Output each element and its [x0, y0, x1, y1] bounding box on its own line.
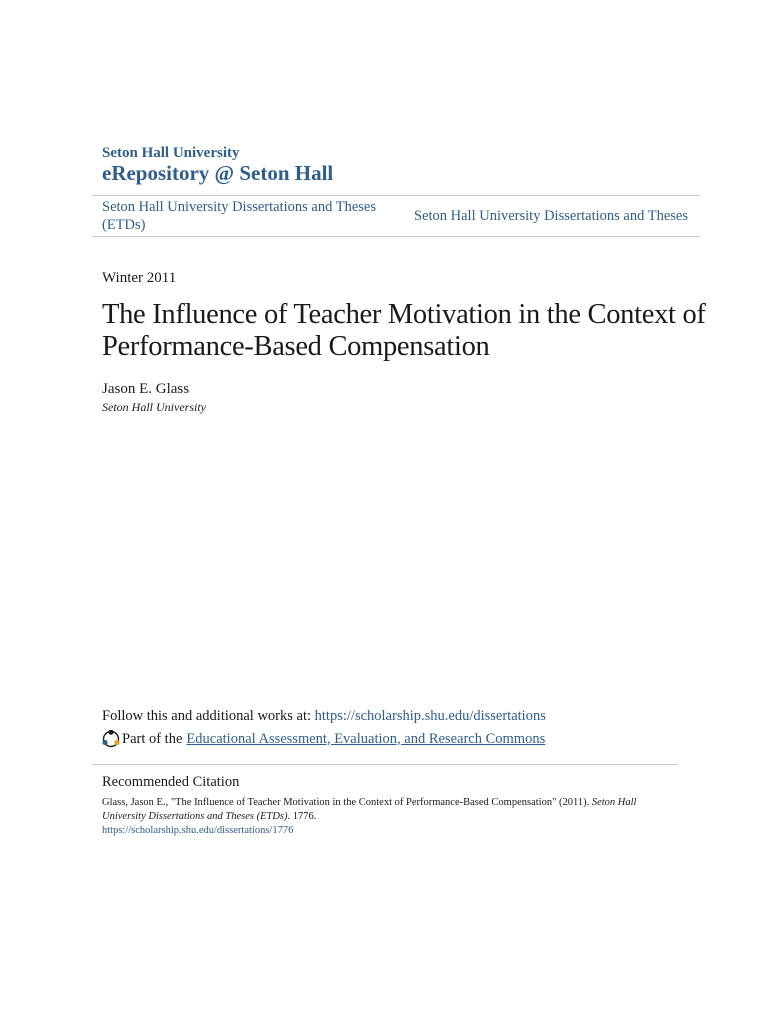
part-of-line — [102, 730, 545, 748]
university-name[interactable]: Seton Hall University — [102, 145, 240, 161]
citation-text: Glass, Jason E., "The Influence of Teacher Motivation in the Context of Performance-Based Compensation" (2011). — [102, 797, 590, 808]
follow-label: Follow this and additional works at: — [102, 708, 312, 724]
divider-citation — [92, 764, 678, 765]
divider-collection — [92, 236, 700, 237]
work-title: The Influence of Teacher Motivation in the Context of Performance-Based Compensation — [102, 299, 706, 362]
follow-line — [102, 708, 546, 725]
author-name: Jason E. Glass — [102, 381, 190, 397]
citation-series: Seton Hall University Dissertations and Theses (ETDs) — [102, 797, 637, 822]
author-affiliation: Seton Hall University — [102, 400, 206, 414]
citation-block — [102, 796, 662, 838]
citation-number: . 1776. — [287, 811, 317, 822]
collection-link-etds[interactable]: Seton Hall University Dissertations and Theses (ETDs) — [102, 199, 376, 233]
repository-name[interactable]: eRepository @ Seton Hall — [102, 161, 334, 185]
commons-network-icon — [102, 730, 120, 748]
commons-link[interactable]: Educational Assessment, Evaluation, and Research Commons — [186, 730, 546, 747]
divider-top — [92, 195, 700, 196]
collection-link-main[interactable]: Seton Hall University Dissertations and Theses — [414, 208, 688, 224]
citation-heading: Recommended Citation — [102, 774, 240, 790]
publication-date: Winter 2011 — [102, 270, 177, 286]
part-of-label: Part of the — [122, 730, 183, 747]
dissertations-url-link[interactable]: https://scholarship.shu.edu/dissertations — [314, 708, 546, 724]
citation-url-link[interactable]: https://scholarship.shu.edu/dissertations/1776 — [102, 825, 294, 836]
